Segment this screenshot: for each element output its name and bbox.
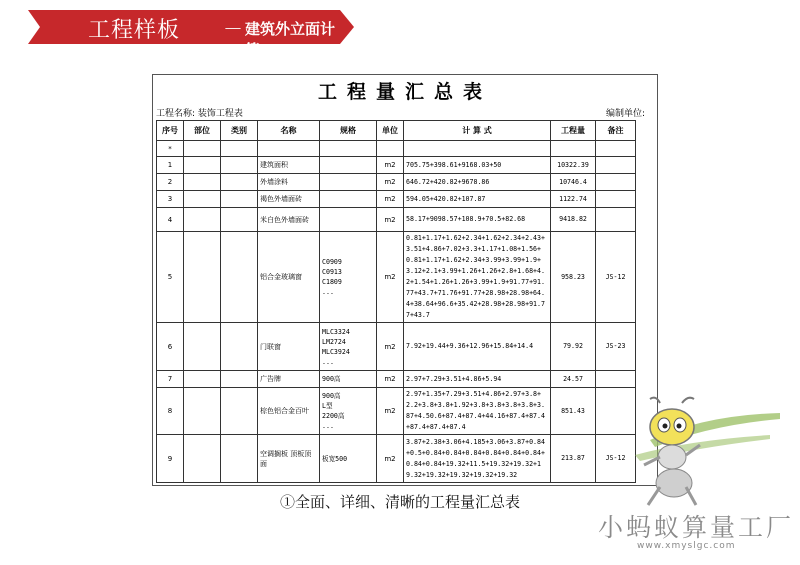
cell-spec: [320, 191, 377, 208]
cell-category: [221, 174, 258, 191]
cell-category: [221, 141, 258, 157]
cell-no: 5: [157, 232, 184, 323]
cell-no: 9: [157, 435, 184, 483]
brand-url: www.xmyslgc.com: [637, 541, 736, 551]
cell-no: *: [157, 141, 184, 157]
cell-no: 1: [157, 157, 184, 174]
table-header-row: [157, 121, 636, 141]
cell-category: [221, 232, 258, 323]
cell-unit: m2: [377, 208, 404, 232]
cell-no: 3: [157, 191, 184, 208]
cell-note: [596, 141, 636, 157]
cell-part: [184, 323, 221, 371]
table-row: [157, 157, 636, 174]
cell-quantity: 213.87: [551, 435, 596, 483]
col-header: 类别: [221, 121, 258, 141]
cell-name: 米白色外墙面砖: [258, 208, 320, 232]
cell-unit: m2: [377, 435, 404, 483]
col-header: 备注: [596, 121, 636, 141]
col-header: 部位: [184, 121, 221, 141]
cell-name: [258, 141, 320, 157]
cell-quantity: [551, 141, 596, 157]
cell-part: [184, 208, 221, 232]
cell-note: [596, 157, 636, 174]
header-subtitle: 建筑外立面计算: [245, 20, 336, 59]
cell-quantity: 851.43: [551, 388, 596, 435]
cell-note: JS-12: [596, 435, 636, 483]
table-row: [157, 323, 636, 371]
cell-name: 门联窗: [258, 323, 320, 371]
cell-formula: 646.72+420.82+9678.86: [404, 174, 551, 191]
cell-part: [184, 435, 221, 483]
col-header: 序号: [157, 121, 184, 141]
cell-formula: [404, 141, 551, 157]
header-ribbon: [40, 10, 340, 59]
col-header: 工程量: [551, 121, 596, 141]
cell-part: [184, 388, 221, 435]
cell-part: [184, 232, 221, 323]
cell-note: [596, 371, 636, 388]
table-row: [157, 141, 636, 157]
cell-formula: 0.81+1.17+1.62+2.34+1.62+2.34+2.43+3.51+4.86+7.02+3.3+1.17+1.08+1.56+0.81+1.17+1.62+2.34+3.99+3.99+1.9+3.12+2.1+3.99+1.26+1.26+2.8+1.68+4.2+1.54+1.26+1.26+3.99+1.9+91.77+91.77+43.7+71.76+91.77+28.98+28.98+64.4+38.64+96.6+35.42+28.98+28.98+91.77+43.7: [404, 232, 551, 323]
cell-category: [221, 371, 258, 388]
cell-part: [184, 371, 221, 388]
cell-category: [221, 435, 258, 483]
cell-spec: MLC3324 LM2724 MLC3924 ...: [320, 323, 377, 371]
cell-spec: 900高: [320, 371, 377, 388]
cell-note: [596, 208, 636, 232]
cell-category: [221, 191, 258, 208]
cell-quantity: 10746.4: [551, 174, 596, 191]
cell-spec: 900高 L型 2200高 ...: [320, 388, 377, 435]
table-row: [157, 232, 636, 323]
ant-mascot-logo: [630, 395, 780, 510]
cell-note: JS-12: [596, 232, 636, 323]
cell-note: [596, 191, 636, 208]
cell-unit: m2: [377, 157, 404, 174]
project-name-label: 工程名称: 装饰工程表: [156, 109, 243, 119]
cell-unit: m2: [377, 232, 404, 323]
cell-part: [184, 191, 221, 208]
cell-no: 4: [157, 208, 184, 232]
cell-spec: [320, 157, 377, 174]
cell-unit: m2: [377, 371, 404, 388]
cell-spec: 板宽500: [320, 435, 377, 483]
cell-formula: 2.97+1.35+7.29+3.51+4.86+2.97+3.8+2.2+3.8+3.8+1.92+3.8+3.8+3.8+3.8+3.87+4.50.6+87.4+87.4+44.16+87.4+87.4+87.4+87.4+87.4: [404, 388, 551, 435]
cell-quantity: 10322.39: [551, 157, 596, 174]
cell-unit: m2: [377, 323, 404, 371]
cell-quantity: 24.57: [551, 371, 596, 388]
cell-spec: [320, 174, 377, 191]
table-row: [157, 435, 636, 483]
cell-name: 广告牌: [258, 371, 320, 388]
cell-unit: m2: [377, 388, 404, 435]
cell-name: 棕色铝合金百叶: [258, 388, 320, 435]
cell-name: 褐色外墙面砖: [258, 191, 320, 208]
col-header: 规格: [320, 121, 377, 141]
table-row: [157, 208, 636, 232]
col-header: 单位: [377, 121, 404, 141]
quantity-table: [156, 120, 636, 483]
cell-unit: [377, 141, 404, 157]
cell-formula: 58.17+9098.57+108.9+70.5+82.68: [404, 208, 551, 232]
cell-quantity: 1122.74: [551, 191, 596, 208]
cell-name: 空调搁板 顶板顶面: [258, 435, 320, 483]
table-row: [157, 371, 636, 388]
cell-no: 7: [157, 371, 184, 388]
cell-category: [221, 157, 258, 174]
col-header: 计 算 式: [404, 121, 551, 141]
cell-spec: [320, 208, 377, 232]
cell-no: 2: [157, 174, 184, 191]
cell-formula: 2.97+7.29+3.51+4.86+5.94: [404, 371, 551, 388]
table-row: [157, 191, 636, 208]
cell-quantity: 79.92: [551, 323, 596, 371]
cell-note: JS-23: [596, 323, 636, 371]
header-title: 工程样板: [88, 18, 181, 43]
unit-label: 编制单位:: [605, 109, 645, 119]
cell-no: 6: [157, 323, 184, 371]
cell-part: [184, 157, 221, 174]
cell-unit: m2: [377, 174, 404, 191]
col-header: 名称: [258, 121, 320, 141]
cell-formula: 3.87+2.38+3.06+4.185+3.06+3.87+0.84+0.5+0.84+0.84+0.84+0.84+0.84+0.84+0.84+0.84+19.32+11.5+19.32+19.32+19.32+19.32+19.32+19.32+19.32: [404, 435, 551, 483]
document-title: 工程量汇总表: [317, 81, 492, 103]
cell-part: [184, 141, 221, 157]
header-separator: －: [223, 17, 243, 41]
cell-name: 外墙涂料: [258, 174, 320, 191]
cell-spec: [320, 141, 377, 157]
cell-part: [184, 174, 221, 191]
cell-category: [221, 388, 258, 435]
cell-name: 铝合金玻璃窗: [258, 232, 320, 323]
cell-category: [221, 208, 258, 232]
figure-caption: ①全面、详细、清晰的工程量汇总表: [279, 493, 520, 511]
brand-name: 小蚂蚁算量工厂: [598, 513, 795, 542]
summary-document: [152, 74, 658, 486]
cell-formula: 705.75+398.61+9168.03+50: [404, 157, 551, 174]
cell-unit: m2: [377, 191, 404, 208]
cell-name: 建筑面积: [258, 157, 320, 174]
cell-quantity: 9418.82: [551, 208, 596, 232]
table-row: [157, 388, 636, 435]
table-row: [157, 174, 636, 191]
cell-category: [221, 323, 258, 371]
cell-no: 8: [157, 388, 184, 435]
cell-note: [596, 174, 636, 191]
cell-formula: 594.05+420.82+107.87: [404, 191, 551, 208]
cell-spec: C0909 C0913 C1809 ...: [320, 232, 377, 323]
cell-quantity: 958.23: [551, 232, 596, 323]
cell-formula: 7.92+19.44+9.36+12.96+15.84+14.4: [404, 323, 551, 371]
